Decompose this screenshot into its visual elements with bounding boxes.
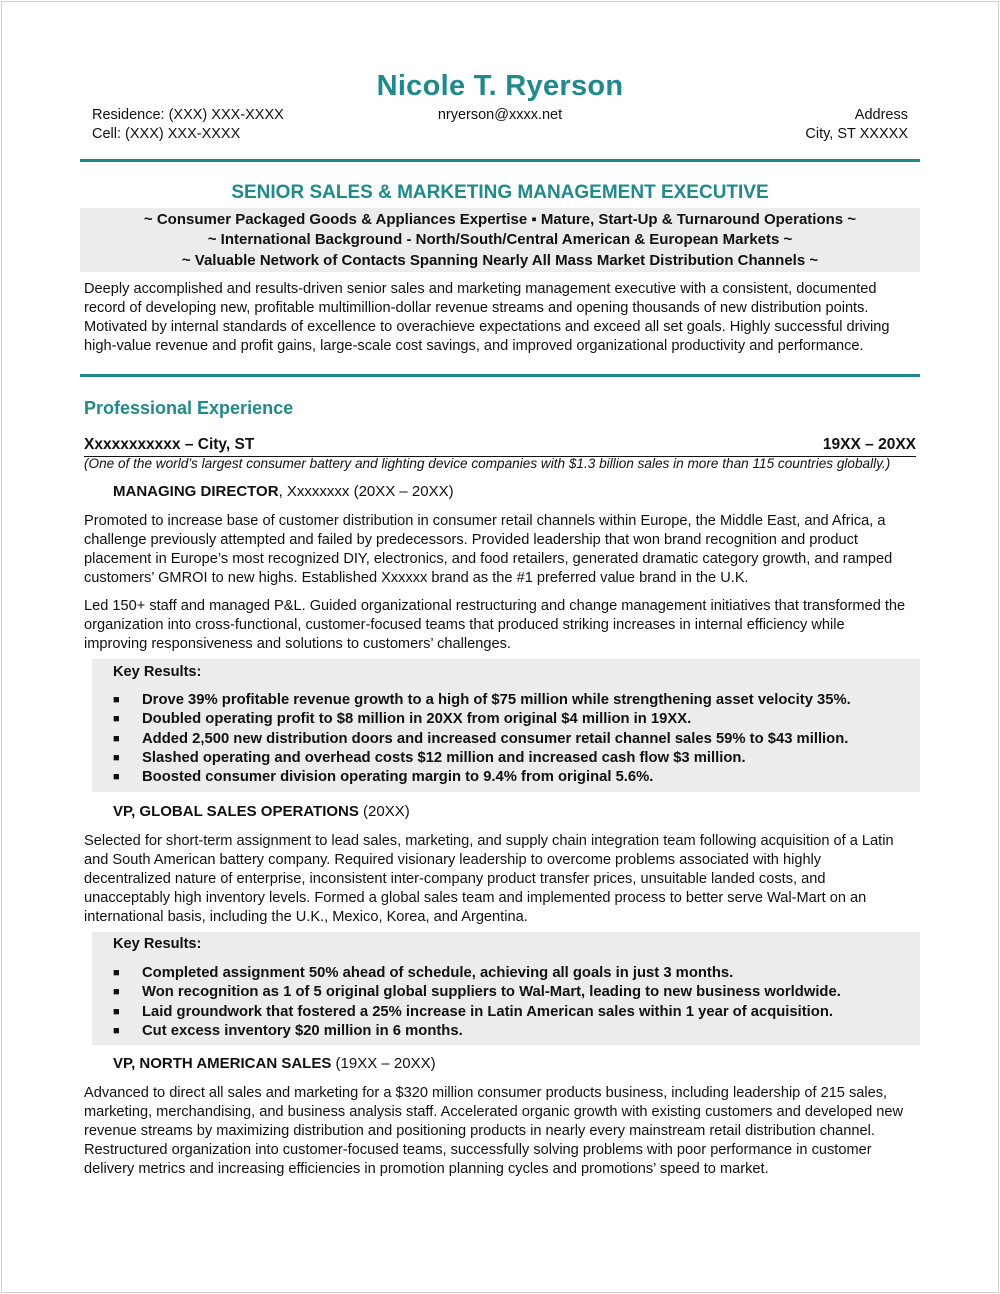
paragraph-line: Restructured organization into customer-focused teams, successfully solving problems with poor performance in customer [84, 1142, 872, 1158]
result-text: Boosted consumer division operating margin to 9.4% from original 5.6%. [142, 769, 654, 786]
paragraph-line: and South American battery company. Required visionary leadership to overcome problems associated with highly [84, 852, 822, 868]
paragraph-line: unacceptably high inventory levels. Formed a global sales team and implemented process to better serve Wal-Mart on an [84, 890, 867, 906]
result-text: Completed assignment 50% ahead of schedule, achieving all goals in just 3 months. [142, 965, 734, 981]
summary-line: Motivated by internal standards of excellence to overachieve expectations and exceed all set goals. Highly successful driving [84, 319, 890, 335]
paragraph-line: organization into cross-functional, customer-focused teams that produced striking increases in internal efficiency while [84, 617, 845, 633]
specialty-line: ~ Valuable Network of Contacts Spanning Nearly All Mass Market Distribution Channels ~ [181, 252, 819, 269]
key-results-label: Key Results: [113, 936, 202, 952]
role-heading [113, 1055, 436, 1072]
paragraph-line: placement in Europe’s most recognized DIY, electronics, and food retailers, generated dramatic category growth, and ramped [84, 551, 893, 567]
result-item [113, 964, 913, 983]
bullet-square-icon: ■ [113, 1024, 120, 1037]
result-item [113, 768, 913, 787]
key-results-list [113, 964, 913, 1041]
summary-paragraph [84, 280, 922, 356]
address-line: Address [854, 107, 908, 123]
result-text: Slashed operating and overhead costs $12 million and increased cash flow $3 million. [142, 749, 746, 766]
paragraph-line: international basis, including the U.K., Mexico, Korea, and Argentina. [84, 909, 528, 925]
role-paragraph [84, 832, 922, 927]
paragraph-line: Selected for short-term assignment to lead sales, marketing, and supply chain integration team following acquisition of a Latin [84, 833, 894, 849]
role-paragraph [84, 1084, 922, 1179]
role-paragraph [84, 512, 922, 588]
result-item [113, 1022, 913, 1041]
result-item [113, 983, 913, 1002]
result-text: Doubled operating profit to $8 million in 20XX from original $4 million in 19XX. [142, 711, 692, 728]
role-detail: (19XX – 20XX) [331, 1055, 436, 1072]
specialty-line: ~ International Background - North/South/Central American & European Markets ~ [207, 231, 793, 248]
bullet-square-icon: ■ [113, 751, 120, 764]
result-item [113, 1003, 913, 1022]
key-results-label: Key Results: [113, 664, 202, 680]
result-item [113, 749, 913, 768]
email-address[interactable]: nryerson@xxxx.net [437, 107, 563, 123]
residence-phone: Residence: (XXX) XXX-XXXX [92, 107, 284, 123]
result-item [113, 710, 913, 729]
paragraph-line: improving responsiveness and solutions to customers’ challenges. [84, 636, 511, 652]
specialty-line: ~ Consumer Packaged Goods & Appliances Expertise ▪ Mature, Start-Up & Turnaround Operations ~ [143, 211, 857, 228]
role-detail: (20XX) [358, 803, 410, 820]
role-title: VP, GLOBAL SALES OPERATIONS [113, 803, 359, 820]
paragraph-line: challenge previously attempted and failed by predecessors. Provided leadership that won brand recognition and product [84, 532, 858, 548]
key-results-list [113, 691, 913, 787]
employer-dates: 19XX – 20XX [822, 436, 916, 453]
employer-description: (One of the world’s largest consumer battery and lighting device companies with $1.3 billion sales in more than 115 countries globally.) [84, 456, 891, 471]
candidate-name: Nicole T. Ryerson [376, 70, 624, 102]
bullet-square-icon: ■ [113, 732, 120, 745]
paragraph-line: Promoted to increase base of customer distribution in consumer retail channels within Europe, the Middle East, and Africa, a [84, 513, 886, 529]
paragraph-line: customers’ GMROI to new highs. Established Xxxxxx brand as the #1 preferred value brand in the U.K. [84, 570, 749, 586]
role-heading [113, 483, 454, 500]
result-text: Cut excess inventory $20 million in 6 months. [142, 1022, 463, 1039]
role-paragraph [84, 597, 922, 654]
paragraph-line: marketing, merchandising, and business analysis staff. Accelerated organic growth with existing customers and developed new [84, 1104, 904, 1120]
employer-row [84, 436, 916, 457]
header-divider [80, 159, 920, 162]
section-title-experience: Professional Experience [84, 398, 294, 418]
result-text: Drove 39% profitable revenue growth to a high of $75 million while strengthening asset velocity 35%. [142, 692, 851, 708]
section-divider [80, 374, 920, 377]
result-text: Won recognition as 1 of 5 original global suppliers to Wal-Mart, leading to new business worldwide. [142, 984, 841, 1001]
paragraph-line: Led 150+ staff and managed P&L. Guided organizational restructuring and change management initiatives that transformed the [84, 598, 906, 614]
summary-line: high-value revenue and profit gains, large-scale cost savings, and improved organizational productivity and performance. [84, 338, 864, 354]
role-detail: , Xxxxxxxx (20XX – 20XX) [278, 483, 454, 500]
bullet-square-icon: ■ [113, 986, 120, 999]
bullet-square-icon: ■ [113, 694, 120, 706]
paragraph-line: revenue streams by maximizing distribution and positioning products in nearly every mainstream retail distribution channel. [84, 1123, 875, 1139]
paragraph-line: Advanced to direct all sales and marketing for a $320 million consumer products business, including leadership of 215 sales, [84, 1085, 888, 1101]
cell-phone: Cell: (XXX) XXX-XXXX [92, 126, 241, 142]
role-title: MANAGING DIRECTOR [113, 483, 279, 500]
postal-address [805, 106, 908, 144]
paragraph-line: delivery metrics and increasing efficiencies in promotion planning cycles and promotions’ speed to market. [84, 1161, 769, 1177]
bullet-square-icon: ■ [113, 967, 120, 979]
bullet-square-icon: ■ [113, 1005, 120, 1018]
employer-name: Xxxxxxxxxxx – City, ST [84, 436, 255, 453]
role-heading [113, 803, 410, 820]
bullet-square-icon: ■ [113, 771, 120, 784]
headline-title: SENIOR SALES & MARKETING MANAGEMENT EXECUTIVE [231, 182, 769, 203]
result-text: Added 2,500 new distribution doors and increased consumer retail channel sales 59% to $43 million. [142, 730, 849, 747]
result-item [113, 730, 913, 749]
bullet-square-icon: ■ [113, 713, 120, 726]
summary-line: record of developing new, profitable multimillion-dollar revenue streams and opening thousands of new distribution points. [84, 300, 869, 316]
city-line: City, ST XXXXX [805, 126, 908, 142]
paragraph-line: decentralized nature of enterprise, inconsistent inter-company product transfer prices, unsuitable landed costs, and [84, 871, 826, 887]
result-text: Laid groundwork that fostered a 25% increase in Latin American sales within 1 year of acquisition. [142, 1003, 833, 1020]
role-title: VP, NORTH AMERICAN SALES [113, 1055, 332, 1072]
result-item [113, 691, 913, 710]
summary-line: Deeply accomplished and results-driven senior sales and marketing management executive with a consistent, documented [84, 281, 877, 297]
